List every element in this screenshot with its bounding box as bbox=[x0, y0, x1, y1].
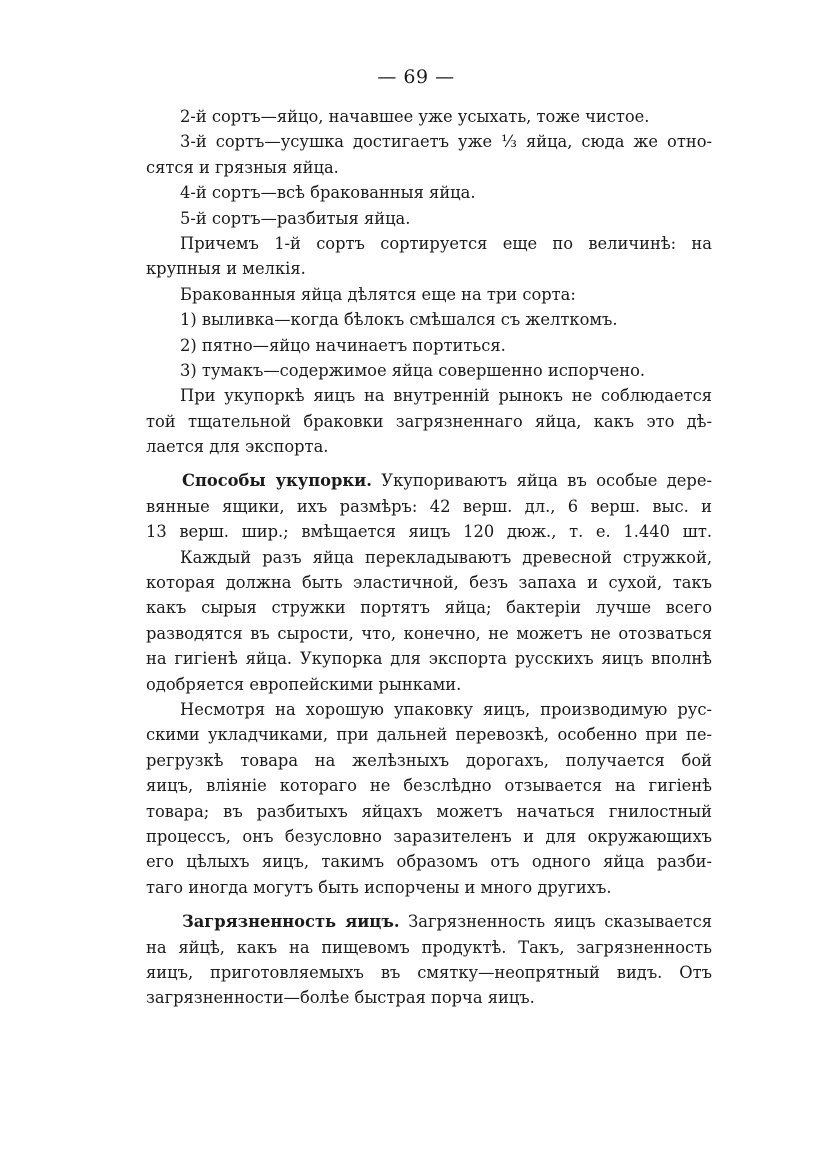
section-heading-line-dirt bbox=[146, 909, 712, 934]
text-line: товара; въ разбитыхъ яйцахъ можетъ начаться гнилостный bbox=[146, 801, 712, 821]
packing-block bbox=[146, 494, 712, 900]
text-line: регрузкѣ товара на желѣзныхъ дорогахъ, получается бой bbox=[146, 750, 712, 770]
text-line: яицъ, вліяніе котораго не безслѣдно отзывается на гигіенѣ bbox=[146, 776, 712, 796]
section-text: Загрязненность яицъ сказывается bbox=[408, 912, 712, 932]
text-line: 2) пятно—яйцо начинаетъ портиться. bbox=[180, 335, 506, 355]
text-line: Бракованныя яйца дѣлятся еще на три сорта: bbox=[180, 284, 576, 304]
text-line: 3-й сортъ—усушка достигаетъ уже ⅓ яйца, сюда же отно- bbox=[180, 132, 712, 152]
text-line: какъ сырыя стружки портятъ яйца; бактеріи лучше всего bbox=[146, 598, 712, 618]
text-line: которая должна быть эластичной, безъ запаха и сухой, такъ bbox=[146, 573, 712, 593]
text-line: на яйцѣ, какъ на пищевомъ продуктѣ. Такъ, загрязненность bbox=[146, 937, 712, 957]
text-line: При укупоркѣ яицъ на внутренній рынокъ не соблюдается bbox=[180, 386, 712, 406]
grades-block bbox=[146, 104, 712, 459]
text-line: 13 верш. шир.; вмѣщается яицъ 120 дюж., т. е. 1.440 шт. bbox=[146, 522, 712, 542]
section-heading-dirt: Загрязненность яицъ. bbox=[182, 912, 400, 932]
page-number: — 69 — bbox=[377, 66, 455, 88]
dirt-block bbox=[146, 935, 712, 1011]
text-line: лается для экспорта. bbox=[146, 437, 329, 457]
text-line: Причемъ 1-й сортъ сортируется еще по величинѣ: на bbox=[180, 233, 712, 253]
text-line: одобряется европейскими рынками. bbox=[146, 674, 462, 694]
text-line: той тщательной браковки загрязненнаго яйца, какъ это дѣ- bbox=[146, 411, 712, 431]
section-heading-line-packing bbox=[146, 468, 712, 493]
text-line: таго иногда могутъ быть испорчены и много другихъ. bbox=[146, 877, 612, 897]
text-line: вянные ящики, ихъ размѣръ: 42 верш. дл., 6 верш. выс. и bbox=[146, 496, 712, 516]
text-line: на гигіенѣ яйца. Укупорка для экспорта русскихъ яицъ вполнѣ bbox=[146, 649, 712, 669]
section-heading-packing: Способы укупорки. bbox=[182, 471, 372, 491]
text-line: его цѣлыхъ яицъ, такимъ образомъ отъ одного яйца разби- bbox=[146, 852, 712, 872]
text-line: 2-й сортъ—яйцо, начавшее уже усыхать, тоже чистое. bbox=[180, 107, 650, 126]
text-line: Каждый разъ яйца перекладываютъ древесной стружкой, bbox=[180, 547, 712, 567]
text-line: 5-й сортъ—разбитыя яйца. bbox=[180, 208, 411, 228]
text-line: яицъ, приготовляемыхъ въ смятку—неопрятный видъ. Отъ bbox=[146, 962, 712, 982]
text-line: 3) тумакъ—содержимое яйца совершенно испорчено. bbox=[180, 360, 646, 380]
text-line: скими укладчиками, при дальней перевозкѣ, особенно при пе- bbox=[146, 725, 712, 745]
section-text: Укупориваютъ яйца въ особые дере- bbox=[381, 471, 712, 491]
text-line: сятся и грязныя яйца. bbox=[146, 157, 339, 177]
body-text bbox=[146, 104, 712, 1011]
text-line: загрязненности—болѣе быстрая порча яицъ. bbox=[146, 988, 535, 1008]
text-line: разводятся въ сырости, что, конечно, не можетъ не отозваться bbox=[146, 623, 712, 643]
text-line: 4-й сортъ—всѣ бракованныя яйца. bbox=[180, 183, 476, 203]
text-line: крупныя и мелкія. bbox=[146, 259, 306, 279]
text-line: процессъ, онъ безусловно заразителенъ и для окружающихъ bbox=[146, 826, 712, 846]
text-line: 1) выливка—когда бѣлокъ смѣшался съ желткомъ. bbox=[180, 310, 618, 330]
text-line: Несмотря на хорошую упаковку яицъ, производимую рус- bbox=[180, 699, 712, 719]
